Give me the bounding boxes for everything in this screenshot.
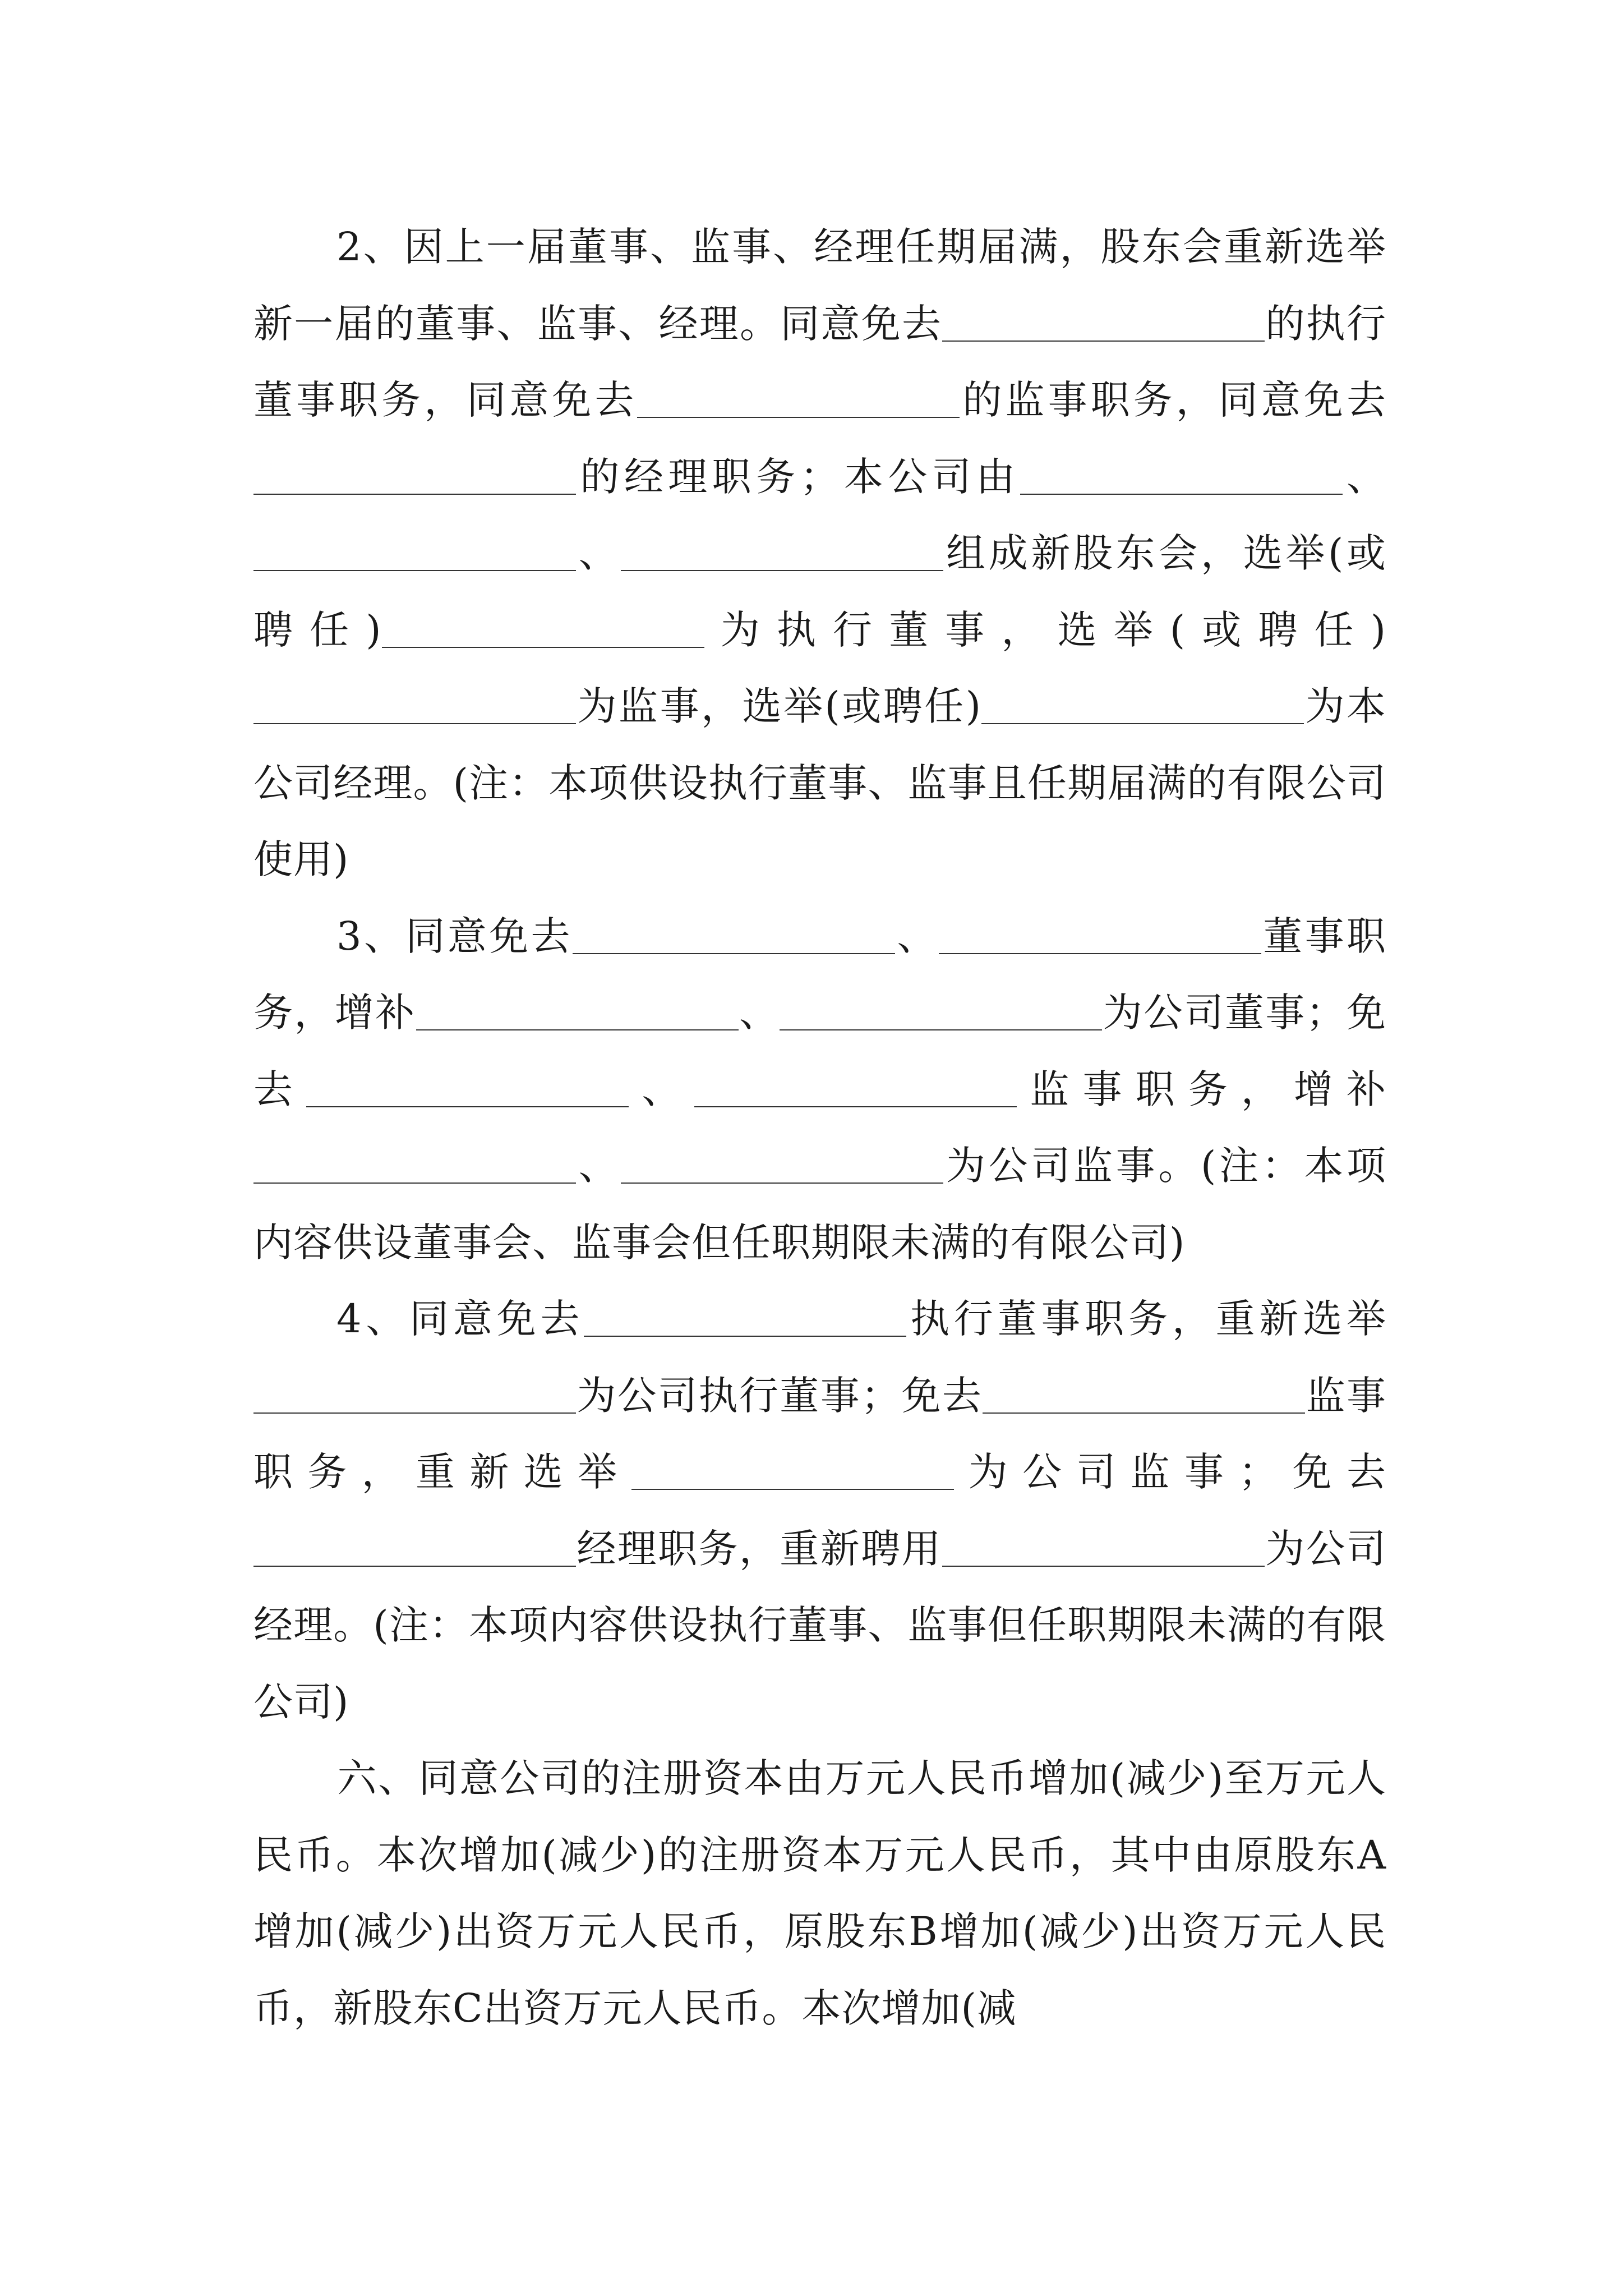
paragraph-item-6 [253,1740,1386,2046]
fill-in-blank[interactable] [942,1532,1265,1567]
fill-in-blank[interactable] [416,996,739,1030]
paragraph-text: 董事职务，增补 [253,913,1386,1036]
fill-in-blank[interactable] [253,1532,576,1567]
paragraph-text: 经理职务，重新聘用 [576,1525,942,1572]
fill-in-blank[interactable] [621,536,943,571]
fill-in-blank[interactable] [1020,460,1343,495]
paragraph-text: 六、同意公司的注册资本由万元人民币增加(减少)至万元人民币。本次增加(减少)的注册资本万元人民币，其中由原股东A增加(减少)出资万元人民币，原股东B增加(减少)出资万元人民币，新股东C出资万元人民币。本次增加(减 [253,1755,1386,2031]
paragraph-text: 执行董事职务，重新选举 [906,1296,1387,1342]
paragraph-text: 3、同意免去 [336,913,573,959]
paragraph-item-2 [253,209,1386,898]
fill-in-blank[interactable] [584,1302,906,1337]
fill-in-blank[interactable] [694,1073,1017,1107]
paragraph-text: 、 [576,1143,621,1189]
paragraph-text: 、 [629,1066,695,1112]
fill-in-blank[interactable] [253,1149,576,1184]
fill-in-blank[interactable] [253,460,576,495]
fill-in-blank[interactable] [382,613,704,648]
paragraph-text: 为公司董事；免去 [253,990,1387,1112]
paragraph-text: 为公司监事；免去 [954,1449,1387,1495]
paragraph-text: 、 [1342,453,1387,500]
fill-in-blank[interactable] [631,1455,954,1490]
paragraph-text: 、 [576,530,621,576]
paragraph-text: 为公司执行董事；免去 [576,1372,983,1419]
fill-in-blank[interactable] [983,1379,1305,1414]
paragraph-text: 的执行董事职务，同意免去 [253,300,1386,423]
paragraph-text: 组成新股东会，选举(或聘任) [253,530,1387,653]
paragraph-item-3 [253,898,1386,1281]
fill-in-blank[interactable] [942,307,1265,342]
fill-in-blank[interactable] [621,1149,943,1184]
fill-in-blank[interactable] [637,383,960,418]
fill-in-blank[interactable] [306,1073,629,1107]
paragraph-text: 监事职务，增补 [1017,1066,1387,1112]
fill-in-blank[interactable] [780,996,1102,1030]
fill-in-blank[interactable] [573,919,895,954]
paragraph-text: 为监事，选举(或聘任) [576,683,982,729]
fill-in-blank[interactable] [939,919,1261,954]
paragraph-item-4 [253,1281,1386,1740]
paragraph-text: 为公司经理。(注：本项内容供设执行董事、监事但任职期限未满的有限公司) [253,1525,1387,1725]
paragraph-text: 、 [895,913,939,959]
fill-in-blank[interactable] [253,689,576,724]
paragraph-text: 4、同意免去 [336,1296,584,1342]
fill-in-blank[interactable] [253,536,576,571]
paragraph-text: 监事职务，重新选举 [253,1372,1387,1495]
paragraph-text: 、 [738,990,780,1036]
fill-in-blank[interactable] [253,1379,576,1414]
paragraph-text: 为公司监事。(注：本项内容供设董事会、监事会但任职期限未满的有限公司) [253,1143,1387,1266]
paragraph-text: 的经理职务；本公司由 [576,453,1020,500]
document-body [253,209,1386,2046]
paragraph-text: 2、因上一届董事、监事、经理任期届满，股东会重新选举新一届的董事、监事、经理。同意免去 [253,224,1386,347]
paragraph-text: 为本公司经理。(注：本项供设执行董事、监事且任期届满的有限公司使用) [253,683,1386,882]
paragraph-text: 为执行董事，选举(或聘任) [704,606,1386,653]
fill-in-blank[interactable] [981,689,1304,724]
paragraph-text: 的监事职务，同意免去 [960,377,1387,423]
